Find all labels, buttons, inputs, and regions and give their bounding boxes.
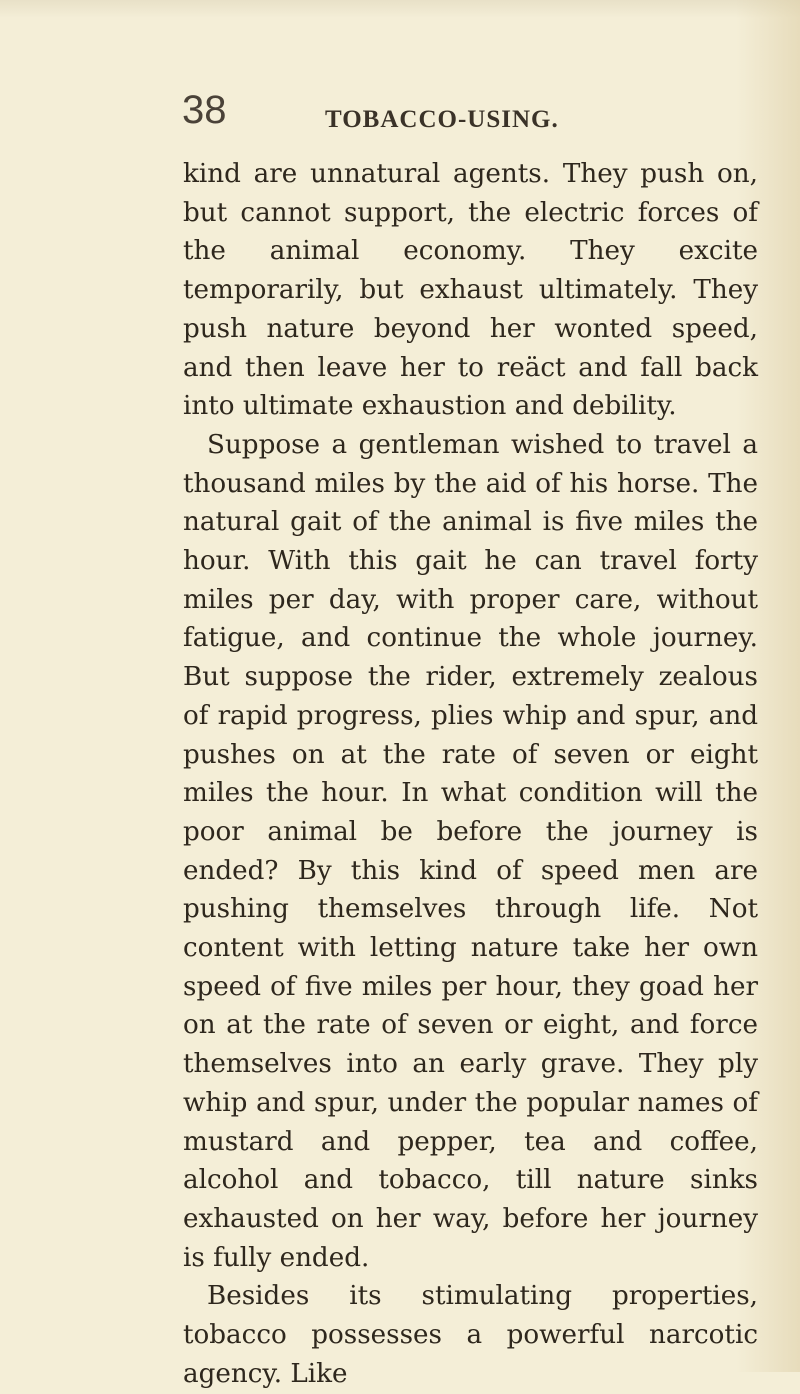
page-number: 38 [182, 88, 227, 132]
paragraph-continuation: kind are unnatural agents. They push on, but cannot support, the electric forces of the animal economy. They excite temporarily, but exhaust ultimately. They push nature beyond her wonted speed, and then leave her to reäct and fall back into ultimate exhaustion and debility. [183, 159, 758, 422]
page-header [0, 88, 800, 148]
running-title: TOBACCO-USING. [325, 106, 559, 133]
paragraph-horse-analogy: Suppose a gentleman wished to travel a thousand miles by the aid of his horse. The natural gait of the animal is five miles the hour. With this gait he can travel forty miles per day, with proper care, without fatigue, and continue the whole journey. But suppose the rider, extremely zealous of rapid progress, plies whip and spur, and pushes on at the rate of seven or eight miles the hour. In what condition will the poor animal be before the journey is ended? By this kind of speed men are pushing themselves through life. Not content with letting nature take her own speed of five miles per hour, they goad her on at the rate of seven or eight, and force themselves into an early grave. They ply whip and spur, under the popular names of mustard and pepper, tea and coffee, alcohol and tobacco, till nature sinks exhausted on her way, before her journey is fully ended. [183, 429, 758, 1273]
body-text [183, 155, 758, 1394]
paragraph-narcotic: Besides its stimulating properties, tobacco possesses a powerful narcotic agency. Like [183, 1281, 758, 1389]
